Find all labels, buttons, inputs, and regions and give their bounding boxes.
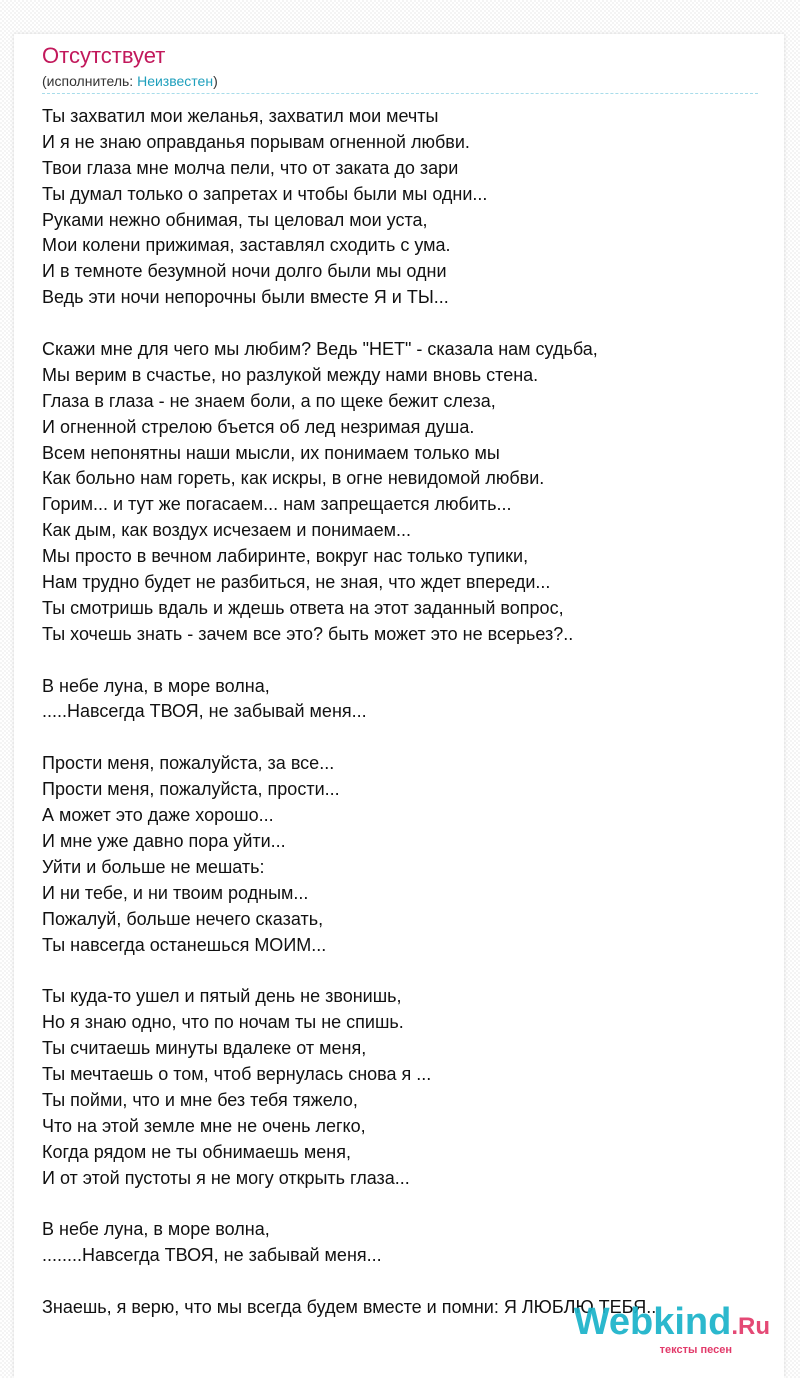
title-divider xyxy=(42,93,758,94)
lyric-line: Глаза в глаза - не знаем боли, а по щеке бежит слеза, xyxy=(42,390,496,411)
lyric-line: .....Навсегда ТВОЯ, не забывай меня... xyxy=(42,701,367,722)
lyric-line: Ты считаешь минуты вдалеке от меня, xyxy=(42,1038,367,1059)
webkind-watermark xyxy=(574,1303,770,1356)
stanza-gap xyxy=(42,958,762,984)
song-title: Отсутствует xyxy=(42,43,166,68)
lyric-line: Но я знаю одно, что по ночам ты не спишь. xyxy=(42,1012,404,1033)
lyric-line: Прости меня, пожалуйста, прости... xyxy=(42,779,340,800)
lyric-line: Ты мечтаешь о том, чтоб вернулась снова я ... xyxy=(42,1063,432,1084)
artist-prefix: (исполнитель: xyxy=(42,73,138,89)
lyric-line: Мои колени прижимая, заставлял сходить с ума. xyxy=(42,235,451,256)
watermark-tld: .Ru xyxy=(731,1313,770,1340)
lyric-line: Ты пойми, что и мне без тебя тяжело, xyxy=(42,1089,358,1110)
stanza-gap xyxy=(42,1191,762,1217)
lyric-line: И огненной стрелою бъется об лед незримая душа. xyxy=(42,416,475,437)
lyric-line: Прости меня, пожалуйста, за все... xyxy=(42,753,335,774)
lyric-line: Знаешь, я верю, что мы всегда будем вместе и помни: Я ЛЮБЛЮ ТЕБЯ.. xyxy=(42,1296,657,1317)
lyric-line: Ты смотришь вдаль и ждешь ответа на этот заданный вопрос, xyxy=(42,597,564,618)
lyric-line: Ты куда-то ушел и пятый день не звонишь, xyxy=(42,986,402,1007)
watermark-brand: Webkind xyxy=(573,1301,732,1343)
lyric-line: Ты захватил мои желанья, захватил мои мечты xyxy=(42,106,439,126)
artist-link[interactable]: Неизвестен xyxy=(137,73,214,89)
lyric-line: Твои глаза мне молча пели, что от заката до зари xyxy=(42,157,459,178)
lyric-line: Уйти и больше не мешать: xyxy=(42,856,265,877)
artist-line xyxy=(42,73,218,89)
lyric-line: И в темноте безумной ночи долго были мы одни xyxy=(42,261,447,282)
lyric-line: Как больно нам гореть, как искры, в огне невидомой любви. xyxy=(42,468,545,489)
lyric-line: Мы верим в счастье, но разлукой между нами вновь стена. xyxy=(42,364,539,385)
lyric-line: Как дым, как воздух исчезаем и понимаем... xyxy=(42,520,411,541)
lyric-line: Что на этой земле мне не очень легко, xyxy=(42,1115,366,1136)
lyric-line: И я не знаю оправданья порывам огненной любви. xyxy=(42,131,470,152)
lyric-line: Мы просто в вечном лабиринте, вокруг нас только тупики, xyxy=(42,546,529,567)
lyric-line: В небе луна, в море волна, xyxy=(42,675,270,696)
lyrics-body xyxy=(42,104,762,1321)
lyric-line: И мне уже давно пора уйти... xyxy=(42,830,286,851)
lyric-line: Всем непонятны наши мысли, их понимаем только мы xyxy=(42,442,500,463)
artist-suffix: ) xyxy=(213,73,218,89)
lyric-line: Руками нежно обнимая, ты целовал мои уста, xyxy=(42,209,428,230)
lyric-line: И от этой пустоты я не могу открыть глаза... xyxy=(42,1167,410,1188)
lyric-line: И ни тебе, и ни твоим родным... xyxy=(42,882,309,903)
watermark-logo xyxy=(574,1303,770,1346)
lyric-line: Ведь эти ночи непорочны были вместе Я и ТЫ... xyxy=(42,287,449,308)
lyric-line: Скажи мне для чего мы любим? Ведь "НЕТ" - сказала нам судьба, xyxy=(42,339,598,360)
lyric-line: Когда рядом не ты обнимаешь меня, xyxy=(42,1141,351,1162)
watermark-tagline: тексты песен xyxy=(659,1344,732,1356)
lyric-line: А может это даже хорошо... xyxy=(42,805,274,826)
stanza-gap xyxy=(42,311,762,337)
lyric-line: Пожалуй, больше нечего сказать, xyxy=(42,908,324,929)
lyric-line: Ты навсегда останешься МОИМ... xyxy=(42,934,327,955)
lyric-line: Ты хочешь знать - зачем все это? быть может это не всерьез?.. xyxy=(42,623,574,644)
lyric-line: Нам трудно будет не разбиться, не зная, что ждет впереди... xyxy=(42,572,551,593)
lyric-line: Горим... и тут же погасаем... нам запрещается любить... xyxy=(42,494,512,515)
stanza-gap xyxy=(42,648,762,674)
lyric-line: В небе луна, в море волна, xyxy=(42,1219,270,1240)
lyric-line: Ты думал только о запретах и чтобы были мы одни... xyxy=(42,183,488,204)
stanza-gap xyxy=(42,725,762,751)
stanza-gap xyxy=(42,1269,762,1295)
lyric-line: ........Навсегда ТВОЯ, не забывай меня... xyxy=(42,1245,382,1266)
